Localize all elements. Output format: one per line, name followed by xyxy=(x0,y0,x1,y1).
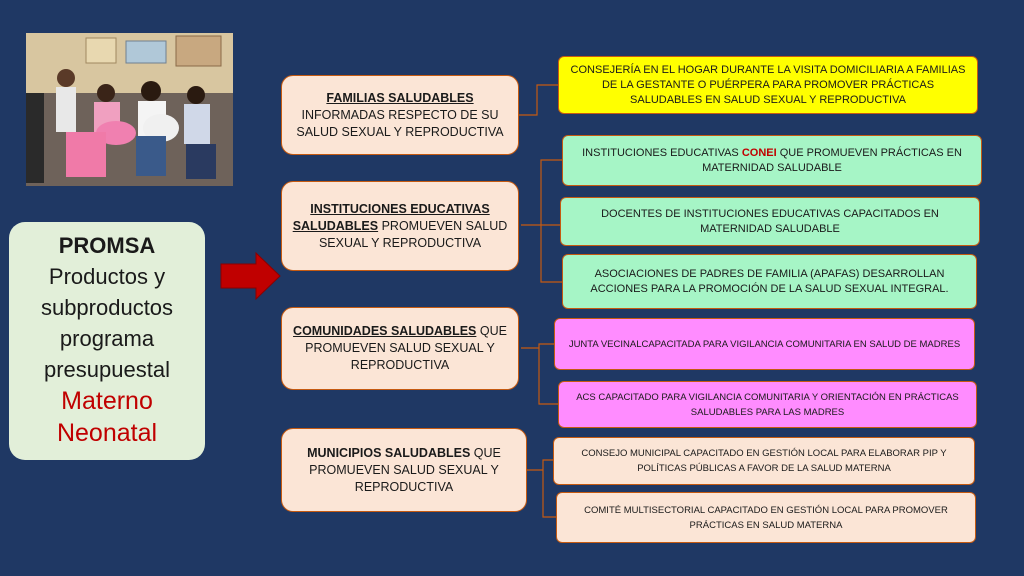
category-familias xyxy=(281,75,519,155)
title-line: Productos y xyxy=(48,264,166,289)
output-comite-multisectorial xyxy=(556,492,976,543)
output-consejo-municipal xyxy=(553,437,975,485)
output-text: JUNTA VECINALCAPACITADA PARA VIGILANCIA COMUNITARIA EN SALUD DE MADRES xyxy=(568,338,961,350)
category-text: PROMUEVEN SALUD SEXUAL Y REPRODUCTIVA xyxy=(318,218,508,250)
output-text xyxy=(573,146,971,176)
output-text-pre: INSTITUCIONES EDUCATIVAS xyxy=(582,146,742,159)
category-instituciones xyxy=(281,181,519,271)
category-heading: FAMILIAS SALUDABLES xyxy=(326,90,474,105)
category-heading: INSTITUCIONES EDUCATIVAS SALUDABLES xyxy=(292,201,490,233)
output-text: DOCENTES DE INSTITUCIONES EDUCATIVAS CAPACITADOS EN MATERNIDAD SALUDABLE xyxy=(601,207,939,235)
category-text: INFORMADAS RESPECTO DE SU SALUD SEXUAL Y REPRODUCTIVA xyxy=(296,107,504,139)
category-comunidades xyxy=(281,307,519,390)
output-docentes xyxy=(560,197,980,246)
title-highlight: Materno xyxy=(61,387,153,415)
title-line: programa xyxy=(59,326,155,351)
output-text: COMITÉ MULTISECTORIAL CAPACITADO EN GESTIÓN LOCAL PARA PROMOVER PRÁCTICAS EN SALUD MATERNA xyxy=(584,504,948,531)
output-text: ASOCIACIONES DE PADRES DE FAMILIA (APAFAS) DESARROLLAN ACCIONES PARA LA PROMOCIÓN DE LA SALUD SEXUAL INTEGRAL. xyxy=(590,267,949,295)
output-text: ACS CAPACITADO PARA VIGILANCIA COMUNITARIA Y ORIENTACIÓN EN PRÁCTICAS SALUDABLES PARA LAS MADRES xyxy=(576,391,959,418)
output-text: CONSEJO MUNICIPAL CAPACITADO EN GESTIÓN LOCAL PARA ELABORAR PIP Y POLÍTICAS PÚBLICAS A FAVOR DE LA SALUD MATERNA xyxy=(581,448,947,474)
category-heading: COMUNIDADES SALUDABLES xyxy=(293,324,477,338)
title-acronym: PROMSA xyxy=(58,233,156,258)
category-text: QUE PROMUEVEN SALUD SEXUAL Y REPRODUCTIVA xyxy=(309,445,501,494)
output-junta-vecinal xyxy=(554,318,975,370)
category-municipios xyxy=(281,428,527,512)
title-line: subproductos xyxy=(40,295,174,320)
output-acs xyxy=(558,381,977,428)
title-highlight: Neonatal xyxy=(56,419,158,447)
output-consejeria xyxy=(558,56,978,114)
title-line: presupuestal xyxy=(44,357,170,382)
output-conei xyxy=(562,135,982,186)
category-text: QUE PROMUEVEN SALUD SEXUAL Y REPRODUCTIVA xyxy=(305,324,507,372)
output-text: CONSEJERÍA EN EL HOGAR DURANTE LA VISITA DOMICILIARIA A FAMILIAS DE LA GESTANTE O PUÉRPERA PARA PROMOVER PRÁCTICAS SALUDABLES EN SALUD SEXUAL Y REPRODUCTIVA xyxy=(570,63,966,106)
category-heading: MUNICIPIOS SALUDABLES xyxy=(307,445,471,460)
output-apafas xyxy=(562,254,977,309)
output-text-post: QUE PROMUEVEN PRÁCTICAS EN MATERNIDAD SALUDABLE xyxy=(702,146,962,174)
conei-highlight: CONEI xyxy=(741,146,777,159)
